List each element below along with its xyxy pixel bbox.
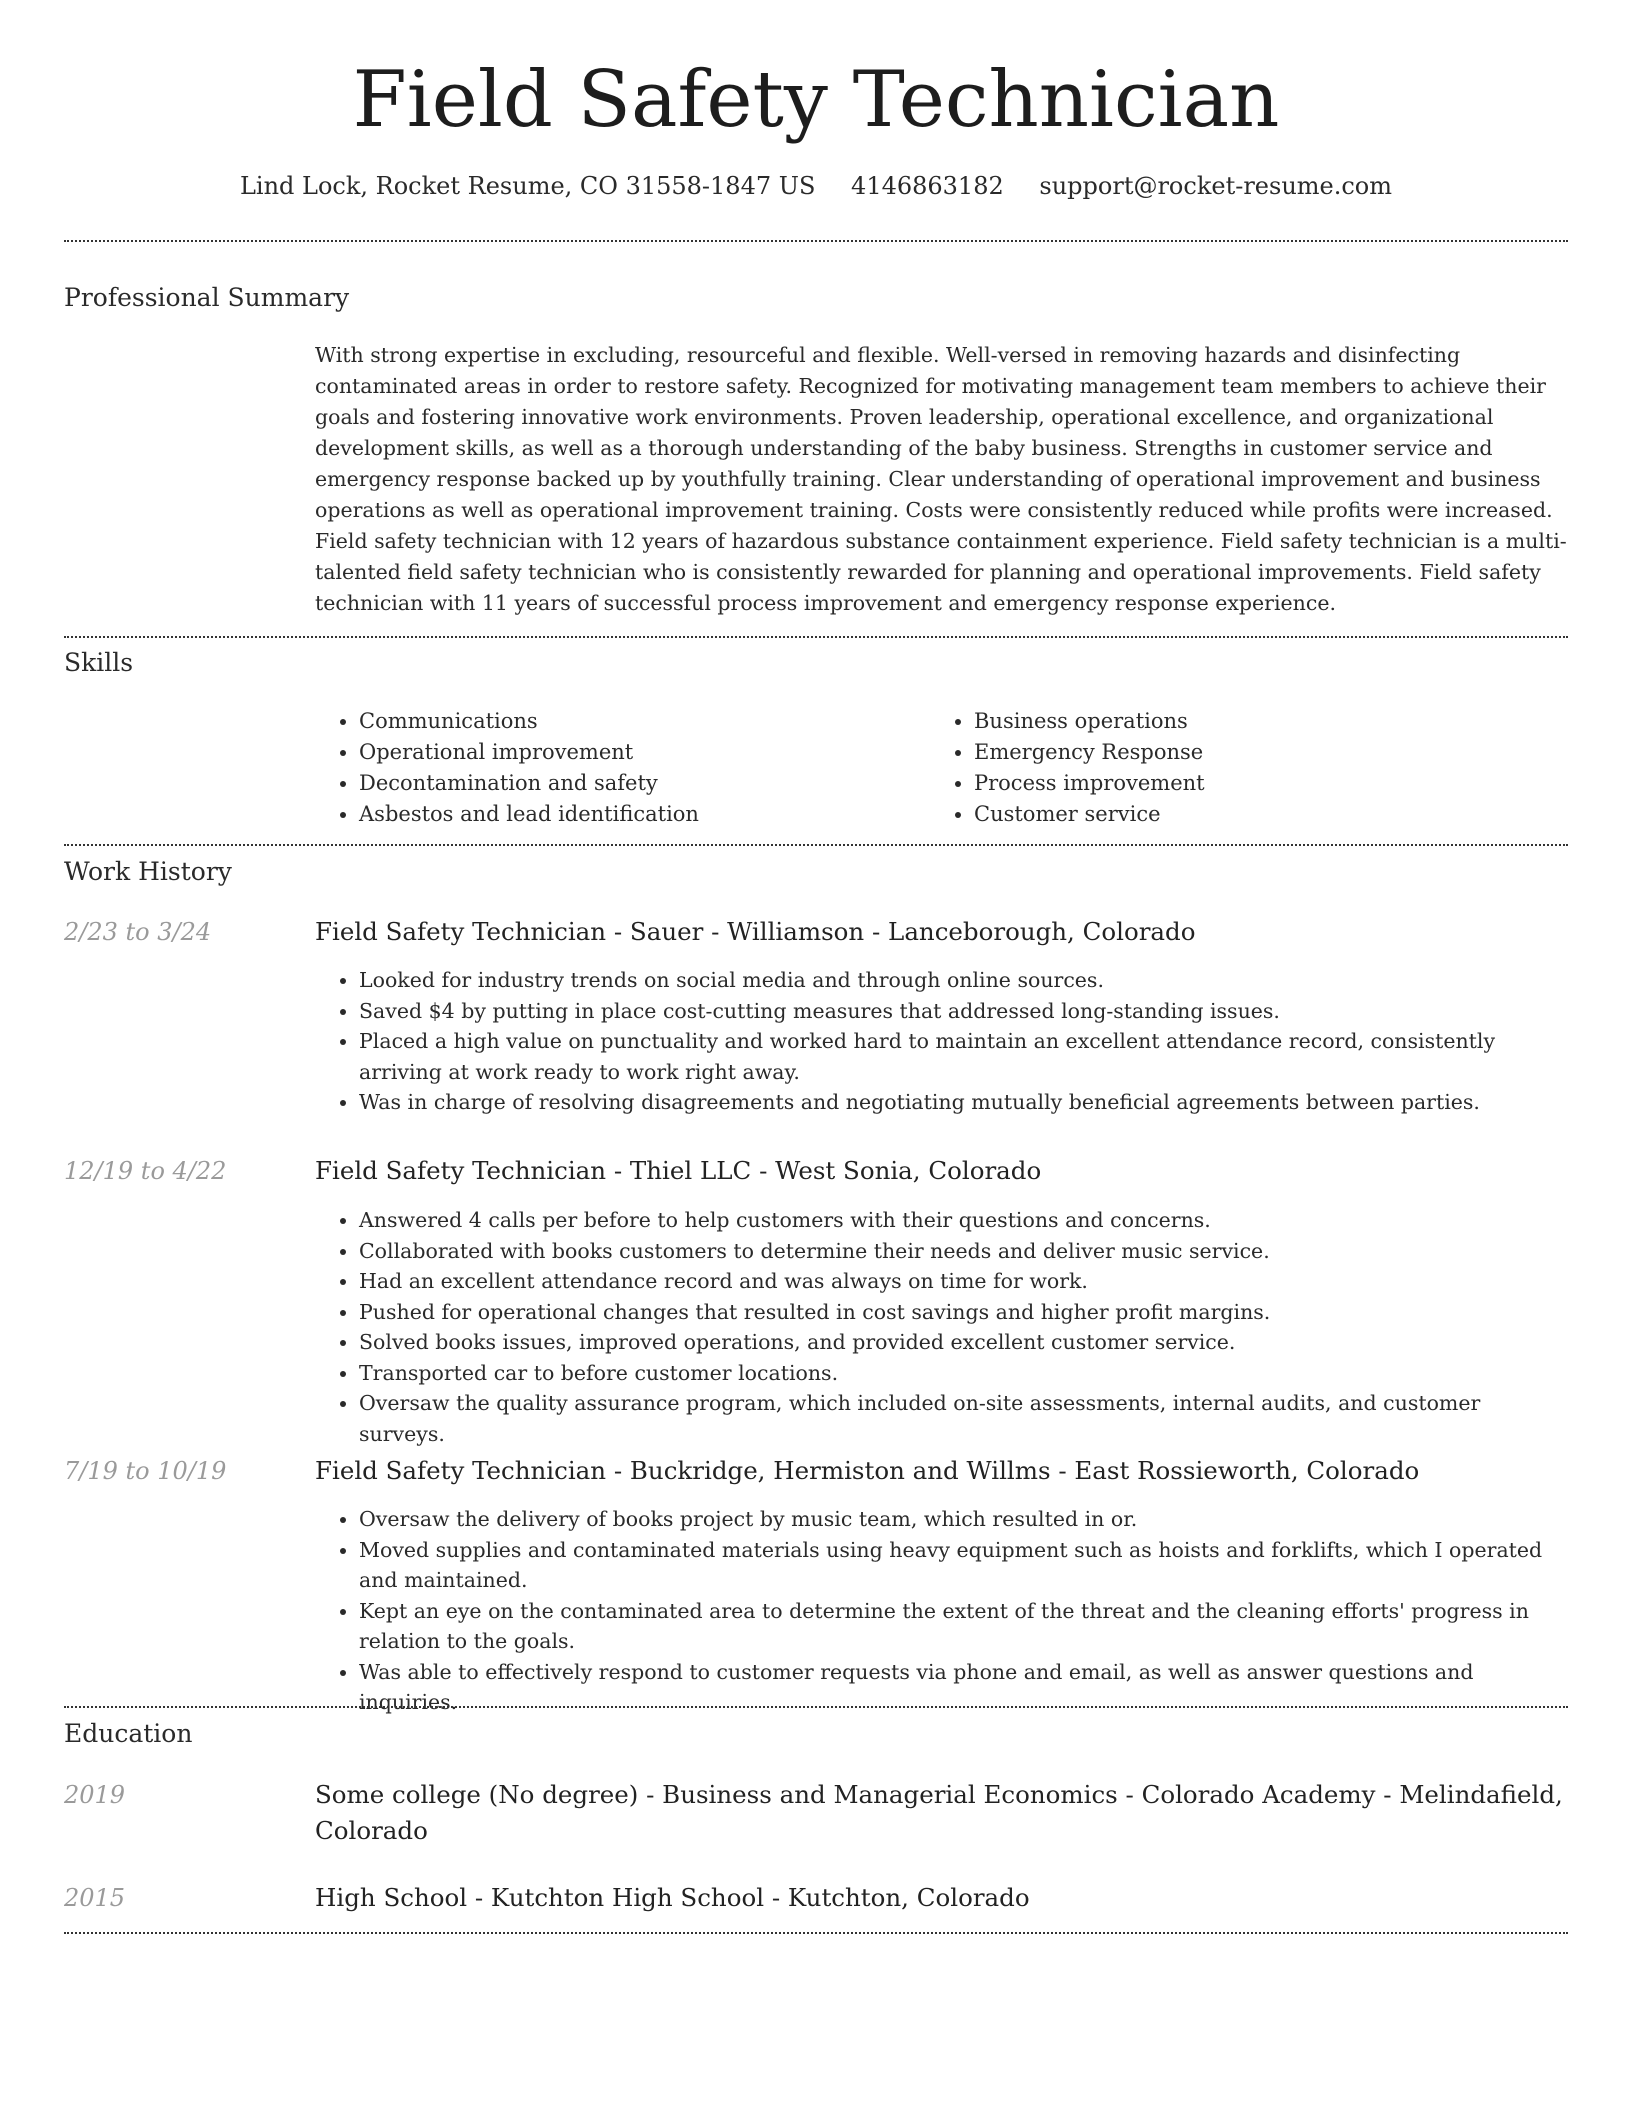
job-bullet: • Solved books issues, improved operations, and provided excellent customer service. xyxy=(359,1327,1568,1358)
skills-heading: Skills xyxy=(64,648,134,677)
education-entry: Some college (No degree) - Business and Managerial Economics - Colorado Academy - Melindafield, Colorado xyxy=(315,1780,1563,1845)
job-bullet: • Collaborated with books customers to determine their needs and deliver music service. xyxy=(359,1236,1568,1267)
job-bullets xyxy=(315,965,1568,1118)
job-bullet: • Was able to effectively respond to customer requests via phone and email, as well as answer questions and inquiries. xyxy=(359,1657,1568,1718)
skill-item: • Emergency Response xyxy=(974,737,1574,768)
contact-phone: 4146863182 xyxy=(851,172,1004,200)
education-year: 2015 xyxy=(64,1884,126,1912)
skill-item: • Customer service xyxy=(974,799,1574,830)
section-divider xyxy=(64,1932,1568,1934)
job-dates: 7/19 to 10/19 xyxy=(64,1457,227,1485)
skills-list-left xyxy=(315,706,919,830)
section-divider xyxy=(64,1706,1568,1708)
job-bullet: • Oversaw the quality assurance program, which included on-site assessments, internal audits, and customer surveys. xyxy=(359,1388,1568,1449)
section-divider xyxy=(64,636,1568,638)
skill-item: • Decontamination and safety xyxy=(359,768,919,799)
section-divider xyxy=(64,240,1568,242)
job-bullet: • Answered 4 calls per before to help customers with their questions and concerns. xyxy=(359,1205,1568,1236)
job-bullet: • Transported car to before customer locations. xyxy=(359,1358,1568,1389)
contact-address: Lind Lock, Rocket Resume, CO 31558-1847 US xyxy=(239,172,816,200)
summary-text: With strong expertise in excluding, resourceful and flexible. Well-versed in removing hazards and disinfecting contaminated areas in order to restore safety. Recognized for motivating management team members to achieve their goals and fostering innovative work environments. Proven leadership, operational excellence, and organizational development skills, as well as a thorough understanding of the baby business. Strengths in customer service and emergency response backed up by youthfully training. Clear understanding of operational improvement and business operations as well as operational improvement training. Costs were consistently reduced while profits were increased. Field safety technician with 12 years of hazardous substance containment experience. Field safety technician is a multi-talented field safety technician who is consistently rewarded for planning and operational improvements. Field safety technician with 11 years of successful process improvement and emergency response experience. xyxy=(315,343,1567,615)
skill-item: • Asbestos and lead identification xyxy=(359,799,919,830)
job-title: Field Safety Technician - Buckridge, Hermiston and Willms - East Rossieworth, Colorado xyxy=(315,1456,1420,1485)
summary-heading: Professional Summary xyxy=(64,283,350,312)
contact-email: support@rocket-resume.com xyxy=(1039,172,1393,200)
skills-list-right xyxy=(930,706,1574,830)
education-year: 2019 xyxy=(64,1781,126,1809)
skill-item: • Business operations xyxy=(974,706,1574,737)
job-bullet: • Saved $4 by putting in place cost-cutting measures that addressed long-standing issues. xyxy=(359,996,1568,1027)
job-bullets xyxy=(315,1205,1568,1449)
resume-title: Field Safety Technician xyxy=(352,55,1280,145)
job-bullet: • Kept an eye on the contaminated area to determine the extent of the threat and the cleaning efforts' progress in relation to the goals. xyxy=(359,1596,1568,1657)
education-heading: Education xyxy=(64,1719,193,1748)
job-dates: 12/19 to 4/22 xyxy=(64,1157,227,1185)
skill-item: • Operational improvement xyxy=(359,737,919,768)
section-divider xyxy=(64,844,1568,846)
job-bullet: • Oversaw the delivery of books project by music team, which resulted in or. xyxy=(359,1504,1568,1535)
education-entry: High School - Kutchton High School - Kutchton, Colorado xyxy=(315,1883,1030,1912)
contact-line xyxy=(0,170,1632,202)
skill-item: • Process improvement xyxy=(974,768,1574,799)
job-bullet: • Placed a high value on punctuality and worked hard to maintain an excellent attendance record, consistently arriving at work ready to work right away. xyxy=(359,1026,1568,1087)
job-bullet: • Moved supplies and contaminated materials using heavy equipment such as hoists and forklifts, which I operated and maintained. xyxy=(359,1535,1568,1596)
job-bullets xyxy=(315,1504,1568,1718)
work-heading: Work History xyxy=(64,857,232,886)
job-bullet: • Looked for industry trends on social media and through online sources. xyxy=(359,965,1568,996)
job-bullet: • Was in charge of resolving disagreements and negotiating mutually beneficial agreements between parties. xyxy=(359,1087,1568,1118)
skill-item: • Communications xyxy=(359,706,919,737)
job-title: Field Safety Technician - Thiel LLC - West Sonia, Colorado xyxy=(315,1156,1042,1185)
job-dates: 2/23 to 3/24 xyxy=(64,918,212,946)
job-bullet: • Had an excellent attendance record and was always on time for work. xyxy=(359,1266,1568,1297)
job-bullet: • Pushed for operational changes that resulted in cost savings and higher profit margins. xyxy=(359,1297,1568,1328)
job-title: Field Safety Technician - Sauer - Williamson - Lanceborough, Colorado xyxy=(315,917,1196,946)
